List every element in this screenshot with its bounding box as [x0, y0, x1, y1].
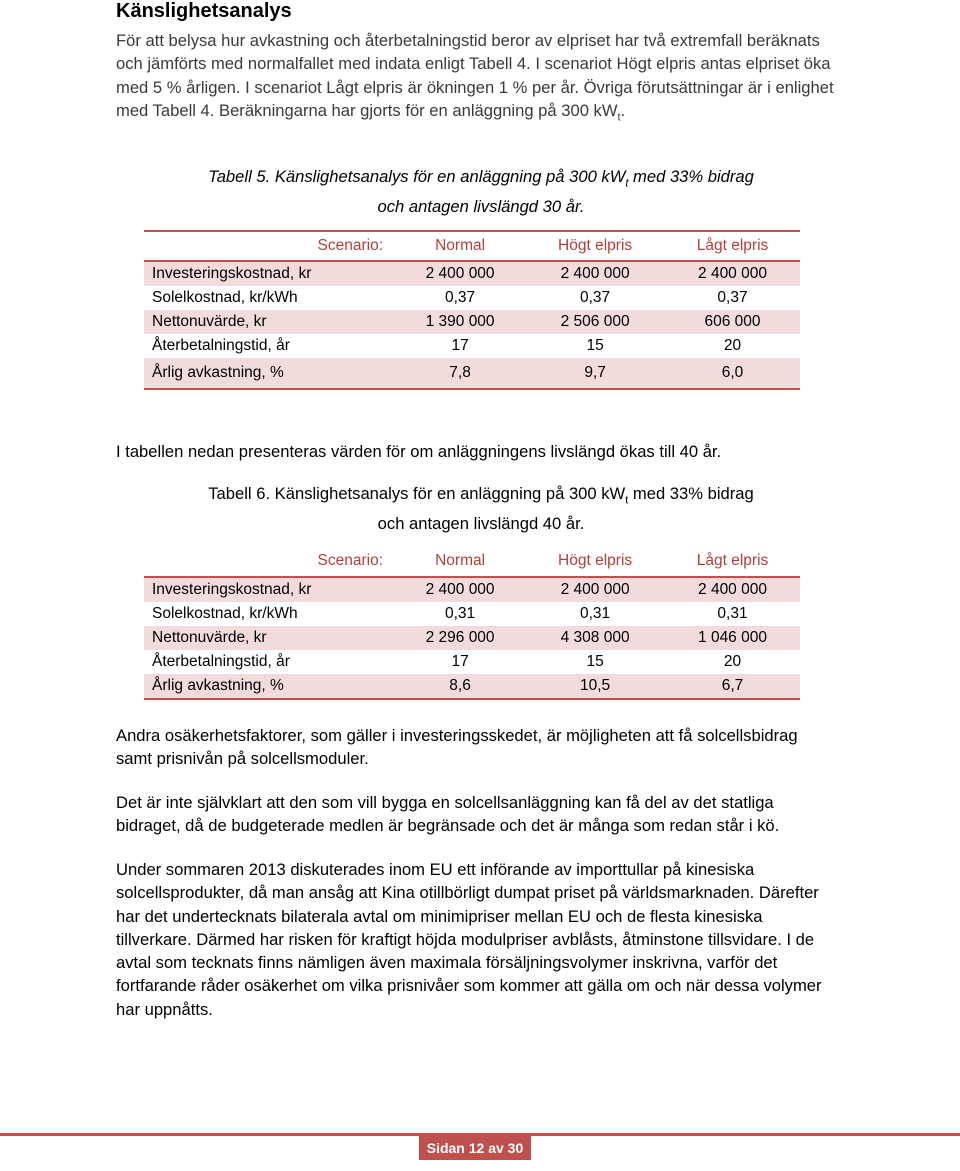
cell-normal: 2 400 000 [395, 261, 525, 286]
table5-caption-line2: och antagen livslängd 30 år. [377, 197, 585, 217]
table6-caption [116, 482, 846, 536]
cell-normal: 17 [451, 653, 469, 670]
paragraph-eu-tariffs: Under sommaren 2013 diskuterades inom EU ett införande av importtullar på kinesiska solcellsprodukter, då man ansåg att Kina otillbörligt dumpat priset på världsmarknaden. Därefter har det undertecknats bilaterala avtal om minimipriser mellan EU och de flesta kinesiska tillverkare. Därmed har risken för kraftigt höjda modulpriser avblåsts, åtminstone tillsvidare. I de avtal som tecknats finns nämligen även maximala försäljningsvolymer inskrivna, varför det fortfarande råder osäkerhet om vilka prisnivåer som kommer att gälla om och när dessa volymer har uppnåtts. [116, 860, 822, 1019]
table5-caption-sub: t [625, 177, 629, 190]
cell-hogt: 0,37 [580, 289, 611, 306]
section-heading: Känslighetsanalys [116, 0, 292, 22]
table6-header-lagt: Lågt elpris [665, 546, 800, 577]
table-row [144, 286, 800, 310]
table-row [144, 310, 800, 334]
cell-normal: 2 400 000 [395, 577, 525, 602]
row-label: Solelkostnad, kr/kWh [152, 289, 298, 306]
cell-lagt: 1 046 000 [665, 626, 800, 650]
table6-caption-b: med 33% bidrag [628, 484, 754, 503]
row-label: Årlig avkastning, % [144, 358, 395, 389]
intro-subscript: t [617, 111, 621, 124]
cell-hogt: 2 400 000 [525, 577, 665, 602]
cell-normal: 2 296 000 [395, 626, 525, 650]
cell-hogt: 2 400 000 [525, 261, 665, 286]
cell-lagt: 6,7 [665, 674, 800, 699]
table6-header-normal: Normal [395, 546, 525, 577]
cell-normal: 8,6 [395, 674, 525, 699]
cell-hogt: 15 [586, 653, 604, 670]
table5-header-lagt: Lågt elpris [665, 231, 800, 261]
table6-caption-a: Tabell 6. Känslighetsanalys för en anläggning på 300 kW [208, 484, 626, 503]
between-paragraph: I tabellen nedan presenteras värden för om anläggningens livslängd ökas till 40 år. [116, 442, 722, 461]
table-row [144, 261, 800, 286]
paragraph-subsidy: Det är inte självklart att den som vill bygga en solcellsanläggning kan få del av det statliga bidraget, då de budgeterade medlen är begränsade och det är många som redan står i kö. [116, 793, 780, 836]
table-row [144, 650, 800, 674]
row-label: Årlig avkastning, % [144, 674, 395, 699]
cell-lagt: 0,37 [717, 289, 748, 306]
table-row [144, 626, 800, 650]
table6-header-hogt: Högt elpris [525, 546, 665, 577]
table6-caption-line2: och antagen livslängd 40 år. [377, 514, 585, 534]
table-row [144, 674, 800, 699]
table6-caption-line1 [116, 482, 846, 512]
cell-hogt: 2 506 000 [525, 310, 665, 334]
table5-header-scenario: Scenario: [144, 231, 395, 261]
table5-header-row [144, 231, 800, 261]
cell-lagt: 606 000 [665, 310, 800, 334]
cell-normal: 7,8 [395, 358, 525, 389]
table5-caption-line1 [116, 165, 846, 195]
intro-paragraph [116, 29, 836, 130]
cell-lagt: 20 [723, 653, 742, 670]
cell-normal: 17 [451, 337, 469, 354]
cell-lagt: 2 400 000 [665, 261, 800, 286]
table5-caption [116, 165, 846, 219]
table-row [144, 334, 800, 358]
table5-caption-a: Tabell 5. Känslighetsanalys för en anläggning på 300 kW [208, 167, 626, 186]
cell-lagt: 6,0 [665, 358, 800, 389]
cell-normal: 0,37 [445, 289, 476, 306]
table5-caption-b: med 33% bidrag [628, 167, 754, 186]
row-label: Nettonuvärde, kr [144, 310, 395, 334]
table-row [144, 577, 800, 602]
cell-lagt: 0,31 [717, 605, 748, 622]
cell-lagt: 2 400 000 [665, 577, 800, 602]
row-label: Återbetalningstid, år [152, 337, 290, 354]
row-label: Nettonuvärde, kr [144, 626, 395, 650]
table5-header-normal: Normal [395, 231, 525, 261]
table6-header-scenario: Scenario: [144, 546, 395, 577]
intro-text: För att belysa hur avkastning och återbetalningstid beror av elpriset har två extremfall beräknats och jämförts med normalfallet med indata enligt Tabell 4. I scenariot Högt elpris antas elpriset öka med 5 % årligen. I scenariot Lågt elpris är ökningen 1 % per år. Övriga förutsättningar är i enlighet med Tabell 4. Beräkningarna har gjorts för en anläggning på 300 kW [116, 31, 834, 120]
row-label: Solelkostnad, kr/kWh [152, 605, 298, 622]
row-label: Återbetalningstid, år [152, 653, 290, 670]
cell-hogt: 0,31 [580, 605, 611, 622]
cell-hogt: 4 308 000 [525, 626, 665, 650]
intro-end: . [620, 100, 626, 120]
cell-hogt: 9,7 [525, 358, 665, 389]
table5 [144, 230, 800, 390]
table5-header-hogt: Högt elpris [525, 231, 665, 261]
cell-lagt: 20 [723, 337, 742, 354]
cell-normal: 1 390 000 [395, 310, 525, 334]
table-row [144, 358, 800, 389]
cell-normal: 0,31 [445, 605, 476, 622]
table6-header-row [144, 546, 800, 577]
paragraph-uncertainty: Andra osäkerhetsfaktorer, som gäller i investeringsskedet, är möjligheten att få solcellsbidrag samt prisnivån på solcellsmoduler. [116, 726, 798, 769]
cell-hogt: 10,5 [525, 674, 665, 699]
row-label: Investeringskostnad, kr [144, 261, 395, 286]
page-number: Sidan 12 av 30 [419, 1136, 531, 1160]
table6 [144, 546, 800, 700]
cell-hogt: 15 [586, 337, 604, 354]
table6-caption-sub: t [625, 494, 629, 507]
row-label: Investeringskostnad, kr [144, 577, 395, 602]
table-row [144, 602, 800, 626]
